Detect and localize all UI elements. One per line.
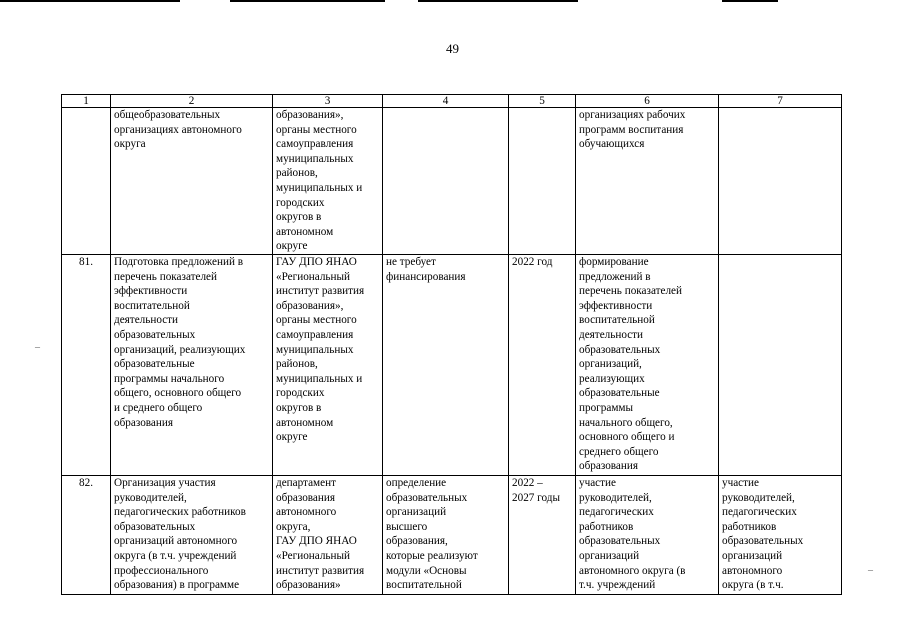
measure-cell: Подготовка предложений в перечень показателей эффективности воспитательной деятельности образовательных организаций, реализующих образовательные программы начального общего, основного общего и среднего общего образования xyxy=(111,255,273,476)
indicator-cell: участие руководителей, педагогических работников образовательных организаций автономного округа (в т.ч. xyxy=(719,476,842,595)
result-cell: формирование предложений в перечень показателей эффективности воспитательной деятельности образовательных организаций, реализующих образовательные программы начального общего, основного общего и среднего общего образования xyxy=(576,255,719,476)
left-margin-mark: – xyxy=(35,342,40,353)
indicator-cell xyxy=(719,255,842,476)
responsible-cell: ГАУ ДПО ЯНАО «Региональный институт развития образования», органы местного самоуправления муниципальных районов, муниципальных и городских округов в автономном округе xyxy=(273,255,383,476)
row-number-cell xyxy=(62,108,111,255)
responsible-cell: департамент образования автономного округа, ГАУ ДПО ЯНАО «Региональный институт развития образования» xyxy=(273,476,383,595)
column-header: 5 xyxy=(509,95,576,108)
result-cell: участие руководителей, педагогических работников образовательных организаций автономного округа (в т.ч. учреждений xyxy=(576,476,719,595)
column-header: 7 xyxy=(719,95,842,108)
indicator-cell xyxy=(719,108,842,255)
column-header: 3 xyxy=(273,95,383,108)
period-cell: 2022 год xyxy=(509,255,576,476)
result-cell: организациях рабочих программ воспитания обучающихся xyxy=(576,108,719,255)
period-cell xyxy=(509,108,576,255)
page-number: 49 xyxy=(446,41,459,56)
funding-cell: не требует финансирования xyxy=(383,255,509,476)
measure-cell: общеобразовательных организациях автономного округа xyxy=(111,108,273,255)
top-rule-left xyxy=(0,0,180,2)
funding-cell xyxy=(383,108,509,255)
column-header: 6 xyxy=(576,95,719,108)
table-row xyxy=(62,476,842,595)
measures-table xyxy=(61,94,842,595)
row-number-cell: 82. xyxy=(62,476,111,595)
right-margin-mark: – xyxy=(868,565,873,576)
column-header: 4 xyxy=(383,95,509,108)
row-number-cell: 81. xyxy=(62,255,111,476)
table-row xyxy=(62,255,842,476)
top-rule-center xyxy=(418,0,578,2)
measure-cell: Организация участия руководителей, педагогических работников образовательных организаций автономного округа (в т.ч. учреждений профессионального образования) в программе xyxy=(111,476,273,595)
period-cell: 2022 – 2027 годы xyxy=(509,476,576,595)
column-header: 2 xyxy=(111,95,273,108)
column-header: 1 xyxy=(62,95,111,108)
responsible-cell: образования», органы местного самоуправления муниципальных районов, муниципальных и городских округов в автономном округе xyxy=(273,108,383,255)
funding-cell: определение образовательных организаций высшего образования, которые реализуют модули «Основы воспитательной xyxy=(383,476,509,595)
top-rule-middle xyxy=(230,0,385,2)
top-rule-right xyxy=(722,0,778,2)
table-header-row xyxy=(62,95,842,108)
table-row xyxy=(62,108,842,255)
